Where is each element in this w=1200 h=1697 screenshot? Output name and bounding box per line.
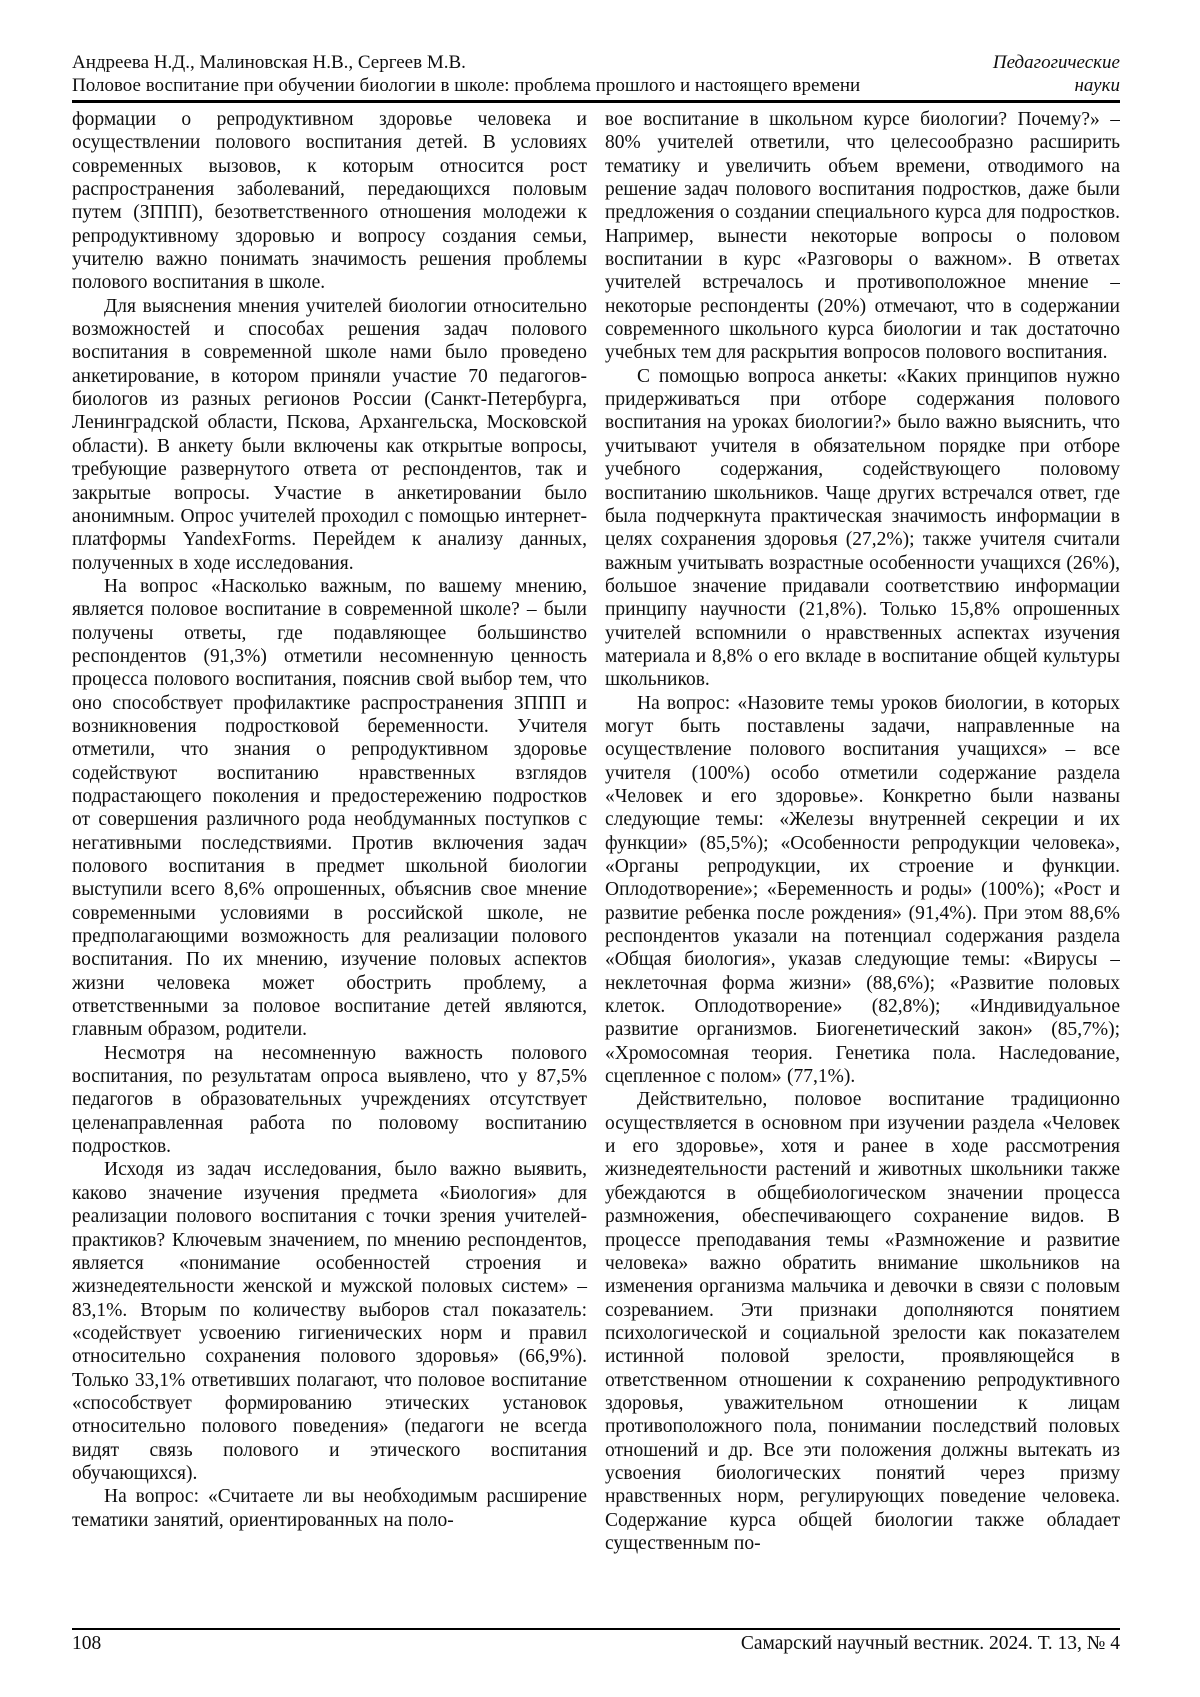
header-rule [72,100,1120,103]
article-body [72,108,1120,1626]
paragraph: Несмотря на несомненную важность полового воспитания, по результатам опроса выявлено, что у 87,5% педагогов в образовательных учреждениях отсутствует целенаправленная работа по половому воспитанию подростков. [72,1042,587,1158]
paragraph: Исходя из задач исследования, было важно выявить, каково значение изучения предмета «Биология» для реализации полового воспитания с точки зрения учителей-практиков? Ключевым значением, по мнению респондентов, является «понимание особенностей строения и жизнедеятельности женской и мужской половых систем» – 83,1%. Вторым по количеству выборов стал показатель: «содействует усвоению гигиенических норм и правил относительно сохранения полового здоровья» (66,9%). Только 33,1% ответивших полагают, что половое воспитание «способствует формированию этических установок относительно полового поведения» (педагоги не всегда видят связь полового и этического воспитания обучающихся). [72,1159,587,1484]
page-number: 108 [72,1633,102,1654]
journal-reference: Самарский научный вестник. 2024. Т. 13, № 4 [740,1633,1120,1654]
page-footer [72,1628,1120,1656]
authors: Андреева Н.Д., Малиновская Н.В., Сергеев М.В. [72,52,466,73]
paragraph: На вопрос: «Считаете ли вы необходимым расширение тематики занятий, ориентированных на поло- [72,1486,587,1531]
paragraph: С помощью вопроса анкеты: «Каких принципов нужно придерживаться при отборе содержания полового воспитания на уроках биологии?» было важно выяснить, что учитывают учителя в обязательном порядке при отборе учебного содержания, содействующего половому воспитанию школьников. Чаще других встречался ответ, где была подчеркнута практическая значимость информации в целях сохранения здоровья (27,2%); также учителя считали важным учитывать возрастные особенности учащихся (26%), большое значение придавали соответствию информации принципу научности (21,8%). Только 15,8% опрошенных учителей вспомнили о нравственных аспектах изучения материала и 8,8% о его вкладе в воспитание общей культуры школьников. [605,365,1120,691]
right-column [605,108,1120,1626]
paragraph: вое воспитание в школьном курсе биологии? Почему?» – 80% учителей ответили, что целесообразно расширить тематику и увеличить объем времени, отводимого на решение задач полового воспитания подростков, даже были предложения о создании специального курса для подростков. Например, вынести некоторые вопросы о половом воспитании в курс «Разговоры о важном». В ответах учителей встречалось и противоположное мнение – некоторые респонденты (20%) отмечают, что в содержании современного школьного курса биологии и так достаточно учебных тем для раскрытия вопросов полового воспитания. [605,109,1120,364]
paragraph: формации о репродуктивном здоровье человека и осуществлении полового воспитания детей. В условиях современных вызовов, к которым относится рост распространения заболеваний, передающихся половым путем (ЗППП), безответственного отношения молодежи к репродуктивному здоровью и вопросу создания семьи, учителю важно понимать значимость решения проблемы полового воспитания в школе. [72,109,587,294]
paragraph: На вопрос: «Назовите темы уроков биологии, в которых могут быть поставлены задачи, направленные на осуществление полового воспитания учащихся» – все учителя (100%) особо отметили содержание раздела «Человек и его здоровье». Конкретно были названы следующие темы: «Железы внутренней секреции и их функции» (85,5%); «Особенности репродукции человека», «Органы репродукции, их строение и функции. Оплодотворение»; «Беременность и роды» (100%); «Рост и развитие ребенка после рождения» (91,4%). При этом 88,6% респондентов указали на потенциал содержания раздела «Общая биология», указав следующие темы: «Вирусы – неклеточная форма жизни» (88,6%); «Развитие половых клеток. Оплодотворение» (82,8%); «Индивидуальное развитие организмов. Биогенетический закон» (85,7%); «Хромосомная теория. Генетика пола. Наследование, сцепленное с полом» (77,1%). [605,692,1120,1088]
paragraph: Для выяснения мнения учителей биологии относительно возможностей и способах решения задач полового воспитания в современной школе нами было проведено анкетирование, в котором приняли участие 70 педагогов-биологов из разных регионов России (Санкт-Петербурга, Ленинградской области, Пскова, Архангельска, Московской области). В анкету были включены как открытые вопросы, требующие развернутого ответа от респондентов, так и закрытые вопросы. Участие в анкетировании было анонимным. Опрос учителей проходил с помощью интернет-платформы YandexForms. Перейдем к анализу данных, полученных в ходе исследования. [72,295,587,574]
left-column [72,108,587,1626]
section-name-line2: науки [1074,74,1120,96]
paragraph: Действительно, половое воспитание традиционно осуществляется в основном при изучении раздела «Человек и его здоровье», хотя и ранее в ходе рассмотрения жизнедеятельности растений и животных школьники также убеждаются в общебиологическом значении процесса размножения, обеспечивающего сохранение видов. В процессе преподавания темы «Размножение и развитие человека» важно обратить внимание школьников на изменения организма мальчика и девочки в связи с половым созреванием. Эти признаки дополняются понятием психологической и социальной зрелости как показателем истинной половой зрелости, проявляющейся в ответственном отношении к сохранению репродуктивного здоровья, уважительном отношении к лицам противоположного пола, понимании последствий половых отношений и др. Все эти положения должны вытекать из усвоения биологических понятий через призму нравственных норм, регулирующих поведение человека. Содержание курса общей биологии также обладает существенным по- [605,1089,1120,1554]
section-name-line1: Педагогические [992,52,1120,73]
paragraph: На вопрос «Насколько важным, по вашему мнению, является половое воспитание в современной школе? – были получены ответы, где подавляющее большинство респондентов (91,3%) отметили несомненную ценность процесса полового воспитания, пояснив свой выбор тем, что оно способствует профилактике распространения ЗППП и возникновения подростковой беременности. Учителя отметили, что знания о репродуктивном здоровье содействуют воспитанию нравственных взглядов подрастающего поколения и предостережению подростков от совершения различного рода необдуманных поступков с негативными последствиями. Против включения задач полового воспитания в предмет школьной биологии выступили всего 8,6% опрошенных, объяснив свое мнение современными условиями в российской школе, не предполагающими возможность для реализации полового воспитания. По их мнению, изучение половых аспектов жизни человека может обострить проблему, а ответственными за половое воспитание детей являются, главным образом, родители. [72,575,587,1041]
page-header [72,52,1120,103]
article-title: Половое воспитание при обучении биологии в школе: проблема прошлого и настоящего времени [72,74,861,96]
